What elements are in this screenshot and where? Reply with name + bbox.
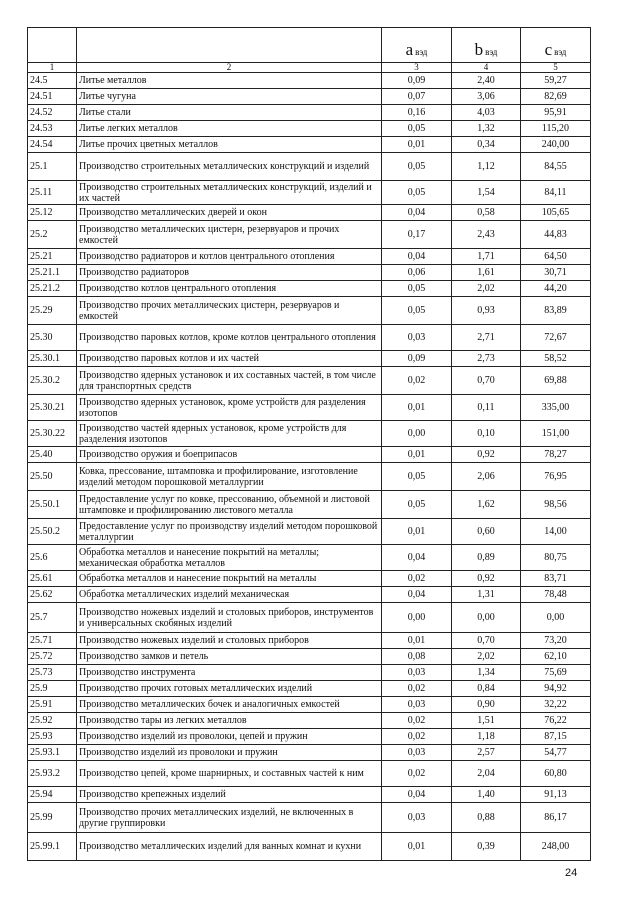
row-value-c-cell: 62,10 — [521, 649, 591, 665]
row-name-cell: Производство металлических цистерн, резервуаров и прочих емкостей — [77, 221, 382, 249]
table-row — [28, 447, 591, 463]
table-row — [28, 803, 591, 833]
row-value-a-cell: 0,01 — [382, 633, 452, 649]
row-code-cell: 24.54 — [28, 137, 77, 153]
row-value-b-cell: 2,71 — [452, 325, 521, 351]
row-name-cell: Производство крепежных изделий — [77, 787, 382, 803]
row-value-a-cell: 0,01 — [382, 519, 452, 545]
row-code-cell: 25.61 — [28, 571, 77, 587]
row-value-a-cell: 0,01 — [382, 833, 452, 861]
row-value-c-cell: 86,17 — [521, 803, 591, 833]
row-name-cell: Обработка металлов и нанесение покрытий на металлы; механическая обработка металлов — [77, 545, 382, 571]
row-name-cell: Производство изделий из проволоки, цепей и пружин — [77, 729, 382, 745]
row-value-c-cell: 248,00 — [521, 833, 591, 861]
row-value-b-cell: 1,12 — [452, 153, 521, 181]
row-name-cell: Производство строительных металлических конструкций, изделий и их частей — [77, 181, 382, 205]
row-code-cell: 25.50.2 — [28, 519, 77, 545]
row-name-cell: Производство ядерных установок, кроме устройств для разделения изотопов — [77, 395, 382, 421]
row-value-a-cell: 0,03 — [382, 803, 452, 833]
column-number: 2 — [77, 63, 382, 73]
row-code-cell: 25.99.1 — [28, 833, 77, 861]
row-value-c-cell: 14,00 — [521, 519, 591, 545]
row-value-c-cell: 58,52 — [521, 351, 591, 367]
row-value-a-cell: 0,06 — [382, 265, 452, 281]
row-value-b-cell: 0,11 — [452, 395, 521, 421]
row-name-cell: Обработка металлов и нанесение покрытий на металлы — [77, 571, 382, 587]
table-row — [28, 697, 591, 713]
row-value-b-cell: 2,73 — [452, 351, 521, 367]
row-value-c-cell: 87,15 — [521, 729, 591, 745]
table-row — [28, 649, 591, 665]
row-name-cell: Ковка, прессование, штамповка и профилирование, изготовление изделий методом порошковой металлургии — [77, 463, 382, 491]
row-value-c-cell: 82,69 — [521, 89, 591, 105]
row-code-cell: 25.30.1 — [28, 351, 77, 367]
row-value-c-cell: 240,00 — [521, 137, 591, 153]
row-value-b-cell: 2,06 — [452, 463, 521, 491]
row-value-c-cell: 76,22 — [521, 713, 591, 729]
row-value-a-cell: 0,03 — [382, 325, 452, 351]
coefficients-table — [27, 27, 591, 861]
row-code-cell: 24.51 — [28, 89, 77, 105]
row-name-cell: Производство цепей, кроме шарнирных, и составных частей к ним — [77, 761, 382, 787]
header-name-cell — [77, 28, 382, 63]
row-value-c-cell: 335,00 — [521, 395, 591, 421]
row-name-cell: Производство инструмента — [77, 665, 382, 681]
row-name-cell: Производство частей ядерных установок, кроме устройств для разделения изотопов — [77, 421, 382, 447]
table-row — [28, 519, 591, 545]
row-value-c-cell: 80,75 — [521, 545, 591, 571]
table-row — [28, 491, 591, 519]
row-value-b-cell: 3,06 — [452, 89, 521, 105]
row-value-c-cell: 84,11 — [521, 181, 591, 205]
row-value-a-cell: 0,00 — [382, 603, 452, 633]
row-value-b-cell: 0,00 — [452, 603, 521, 633]
row-name-cell: Производство металлических изделий для ванных комнат и кухни — [77, 833, 382, 861]
document-sheet — [27, 27, 591, 861]
row-value-a-cell: 0,05 — [382, 491, 452, 519]
row-value-b-cell: 1,31 — [452, 587, 521, 603]
row-value-b-cell: 1,51 — [452, 713, 521, 729]
table-header-row — [28, 28, 591, 63]
row-value-c-cell: 59,27 — [521, 73, 591, 89]
row-code-cell: 25.30.2 — [28, 367, 77, 395]
row-value-a-cell: 0,04 — [382, 205, 452, 221]
row-name-cell: Литье чугуна — [77, 89, 382, 105]
row-value-a-cell: 0,09 — [382, 351, 452, 367]
row-name-cell: Предоставление услуг по ковке, прессованию, объемной и листовой штамповке и профилированию листового металла — [77, 491, 382, 519]
row-value-b-cell: 2,40 — [452, 73, 521, 89]
row-value-b-cell: 1,71 — [452, 249, 521, 265]
row-value-a-cell: 0,02 — [382, 761, 452, 787]
row-code-cell: 25.99 — [28, 803, 77, 833]
table-row — [28, 729, 591, 745]
table-row — [28, 603, 591, 633]
row-value-a-cell: 0,05 — [382, 121, 452, 137]
row-value-b-cell: 0,92 — [452, 571, 521, 587]
row-value-c-cell: 151,00 — [521, 421, 591, 447]
table-row — [28, 395, 591, 421]
row-code-cell: 25.30.22 — [28, 421, 77, 447]
row-value-a-cell: 0,02 — [382, 681, 452, 697]
row-value-a-cell: 0,02 — [382, 571, 452, 587]
row-value-a-cell: 0,02 — [382, 367, 452, 395]
row-name-cell: Производство паровых котлов, кроме котлов центрального отопления — [77, 325, 382, 351]
row-value-b-cell: 1,34 — [452, 665, 521, 681]
column-number-row — [28, 63, 591, 73]
row-value-a-cell: 0,08 — [382, 649, 452, 665]
row-value-b-cell: 0,89 — [452, 545, 521, 571]
row-code-cell: 25.9 — [28, 681, 77, 697]
row-name-cell: Производство ядерных установок и их составных частей, в том числе для транспортных средств — [77, 367, 382, 395]
row-code-cell: 25.62 — [28, 587, 77, 603]
row-code-cell: 25.7 — [28, 603, 77, 633]
row-code-cell: 25.40 — [28, 447, 77, 463]
row-value-c-cell: 32,22 — [521, 697, 591, 713]
row-value-b-cell: 0,10 — [452, 421, 521, 447]
row-value-b-cell: 2,57 — [452, 745, 521, 761]
row-value-a-cell: 0,03 — [382, 665, 452, 681]
row-value-a-cell: 0,00 — [382, 421, 452, 447]
row-value-c-cell: 78,27 — [521, 447, 591, 463]
row-value-a-cell: 0,04 — [382, 787, 452, 803]
row-name-cell: Производство радиаторов и котлов центрального отопления — [77, 249, 382, 265]
row-value-c-cell: 69,88 — [521, 367, 591, 395]
row-value-c-cell: 83,71 — [521, 571, 591, 587]
row-value-a-cell: 0,05 — [382, 181, 452, 205]
row-code-cell: 25.73 — [28, 665, 77, 681]
row-value-b-cell: 1,40 — [452, 787, 521, 803]
row-value-b-cell: 1,54 — [452, 181, 521, 205]
row-name-cell: Производство прочих готовых металлических изделий — [77, 681, 382, 697]
column-number: 3 — [382, 63, 452, 73]
column-number: 5 — [521, 63, 591, 73]
row-value-b-cell: 0,93 — [452, 297, 521, 325]
row-name-cell: Производство тары из легких металлов — [77, 713, 382, 729]
row-name-cell: Производство строительных металлических конструкций и изделий — [77, 153, 382, 181]
table-row — [28, 205, 591, 221]
table-row — [28, 571, 591, 587]
table-row — [28, 787, 591, 803]
row-value-c-cell: 115,20 — [521, 121, 591, 137]
row-value-a-cell: 0,16 — [382, 105, 452, 121]
table-row — [28, 833, 591, 861]
table-row — [28, 249, 591, 265]
row-value-a-cell: 0,05 — [382, 153, 452, 181]
row-name-cell: Производство ножевых изделий и столовых приборов — [77, 633, 382, 649]
row-value-b-cell: 2,04 — [452, 761, 521, 787]
row-value-c-cell: 83,89 — [521, 297, 591, 325]
row-code-cell: 25.29 — [28, 297, 77, 325]
row-value-c-cell: 0,00 — [521, 603, 591, 633]
row-code-cell: 25.21.2 — [28, 281, 77, 297]
table-row — [28, 181, 591, 205]
table-row — [28, 587, 591, 603]
row-value-b-cell: 1,62 — [452, 491, 521, 519]
row-value-c-cell: 64,50 — [521, 249, 591, 265]
table-row — [28, 463, 591, 491]
row-code-cell: 25.93.2 — [28, 761, 77, 787]
row-code-cell: 25.12 — [28, 205, 77, 221]
row-value-a-cell: 0,05 — [382, 463, 452, 491]
row-value-c-cell: 91,13 — [521, 787, 591, 803]
table-row — [28, 421, 591, 447]
row-value-c-cell: 78,48 — [521, 587, 591, 603]
table-row — [28, 73, 591, 89]
row-value-b-cell: 0,70 — [452, 367, 521, 395]
table-row — [28, 681, 591, 697]
row-code-cell: 25.30.21 — [28, 395, 77, 421]
row-value-a-cell: 0,04 — [382, 545, 452, 571]
row-value-c-cell: 72,67 — [521, 325, 591, 351]
row-value-b-cell: 4,03 — [452, 105, 521, 121]
table-row — [28, 137, 591, 153]
row-value-c-cell: 76,95 — [521, 463, 591, 491]
row-name-cell: Предоставление услуг по производству изделий методом порошковой металлургии — [77, 519, 382, 545]
table-row — [28, 105, 591, 121]
row-value-a-cell: 0,01 — [382, 447, 452, 463]
table-row — [28, 281, 591, 297]
row-name-cell: Производство металлических дверей и окон — [77, 205, 382, 221]
row-value-b-cell: 0,88 — [452, 803, 521, 833]
table-row — [28, 633, 591, 649]
row-value-c-cell: 44,20 — [521, 281, 591, 297]
row-value-c-cell: 44,83 — [521, 221, 591, 249]
table-row — [28, 89, 591, 105]
row-value-b-cell: 0,60 — [452, 519, 521, 545]
row-value-a-cell: 0,03 — [382, 745, 452, 761]
row-value-b-cell: 1,18 — [452, 729, 521, 745]
row-name-cell: Производство оружия и боеприпасов — [77, 447, 382, 463]
row-code-cell: 25.30 — [28, 325, 77, 351]
row-value-c-cell: 60,80 — [521, 761, 591, 787]
row-name-cell: Производство радиаторов — [77, 265, 382, 281]
row-value-c-cell: 73,20 — [521, 633, 591, 649]
header-col-a: a вэд — [382, 28, 452, 63]
row-value-b-cell: 1,61 — [452, 265, 521, 281]
row-value-a-cell: 0,17 — [382, 221, 452, 249]
row-value-c-cell: 98,56 — [521, 491, 591, 519]
table-row — [28, 153, 591, 181]
row-value-c-cell: 54,77 — [521, 745, 591, 761]
row-value-b-cell: 2,02 — [452, 649, 521, 665]
table-row — [28, 761, 591, 787]
row-name-cell: Литье легких металлов — [77, 121, 382, 137]
column-number: 4 — [452, 63, 521, 73]
row-code-cell: 25.92 — [28, 713, 77, 729]
row-code-cell: 25.21.1 — [28, 265, 77, 281]
row-value-b-cell: 0,84 — [452, 681, 521, 697]
row-name-cell: Производство металлических бочек и аналогичных емкостей — [77, 697, 382, 713]
header-col-c: c вэд — [521, 28, 591, 63]
row-name-cell: Производство ножевых изделий и столовых приборов, инструментов и универсальных скобяных изделий — [77, 603, 382, 633]
row-code-cell: 24.5 — [28, 73, 77, 89]
row-value-b-cell: 0,92 — [452, 447, 521, 463]
row-value-c-cell: 95,91 — [521, 105, 591, 121]
row-value-a-cell: 0,03 — [382, 697, 452, 713]
table-row — [28, 297, 591, 325]
row-code-cell: 25.21 — [28, 249, 77, 265]
table-row — [28, 265, 591, 281]
row-value-a-cell: 0,09 — [382, 73, 452, 89]
row-code-cell: 24.53 — [28, 121, 77, 137]
column-number: 1 — [28, 63, 77, 73]
table-row — [28, 545, 591, 571]
row-value-b-cell: 0,39 — [452, 833, 521, 861]
row-code-cell: 25.50.1 — [28, 491, 77, 519]
row-code-cell: 25.6 — [28, 545, 77, 571]
row-value-b-cell: 0,34 — [452, 137, 521, 153]
row-value-a-cell: 0,04 — [382, 587, 452, 603]
row-code-cell: 25.50 — [28, 463, 77, 491]
row-value-a-cell: 0,01 — [382, 137, 452, 153]
row-code-cell: 25.72 — [28, 649, 77, 665]
row-value-b-cell: 0,70 — [452, 633, 521, 649]
table-row — [28, 367, 591, 395]
row-value-c-cell: 105,65 — [521, 205, 591, 221]
table-row — [28, 351, 591, 367]
row-code-cell: 24.52 — [28, 105, 77, 121]
row-name-cell: Литье металлов — [77, 73, 382, 89]
row-value-a-cell: 0,05 — [382, 281, 452, 297]
row-value-a-cell: 0,01 — [382, 395, 452, 421]
row-value-c-cell: 94,92 — [521, 681, 591, 697]
row-value-b-cell: 0,90 — [452, 697, 521, 713]
row-value-a-cell: 0,04 — [382, 249, 452, 265]
row-code-cell: 25.93.1 — [28, 745, 77, 761]
table-row — [28, 325, 591, 351]
row-name-cell: Производство паровых котлов и их частей — [77, 351, 382, 367]
row-value-c-cell: 75,69 — [521, 665, 591, 681]
row-name-cell: Производство изделий из проволоки и пружин — [77, 745, 382, 761]
table-row — [28, 121, 591, 137]
row-name-cell: Производство прочих металлических изделий, не включенных в другие группировки — [77, 803, 382, 833]
row-value-a-cell: 0,05 — [382, 297, 452, 325]
table-row — [28, 665, 591, 681]
row-value-b-cell: 1,32 — [452, 121, 521, 137]
row-value-a-cell: 0,02 — [382, 729, 452, 745]
row-code-cell: 25.11 — [28, 181, 77, 205]
row-value-c-cell: 84,55 — [521, 153, 591, 181]
row-name-cell: Обработка металлических изделий механическая — [77, 587, 382, 603]
table-row — [28, 221, 591, 249]
row-name-cell: Производство котлов центрального отопления — [77, 281, 382, 297]
row-name-cell: Литье стали — [77, 105, 382, 121]
row-code-cell: 25.93 — [28, 729, 77, 745]
row-value-c-cell: 30,71 — [521, 265, 591, 281]
page-number: 24 — [565, 867, 578, 879]
row-name-cell: Производство замков и петель — [77, 649, 382, 665]
row-value-b-cell: 2,02 — [452, 281, 521, 297]
row-name-cell: Производство прочих металлических цистерн, резервуаров и емкостей — [77, 297, 382, 325]
row-code-cell: 25.94 — [28, 787, 77, 803]
header-code-cell — [28, 28, 77, 63]
row-value-b-cell: 2,43 — [452, 221, 521, 249]
table-row — [28, 745, 591, 761]
row-code-cell: 25.71 — [28, 633, 77, 649]
row-value-a-cell: 0,07 — [382, 89, 452, 105]
table-row — [28, 713, 591, 729]
row-value-b-cell: 0,58 — [452, 205, 521, 221]
row-code-cell: 25.91 — [28, 697, 77, 713]
row-code-cell: 25.2 — [28, 221, 77, 249]
row-value-a-cell: 0,02 — [382, 713, 452, 729]
row-name-cell: Литье прочих цветных металлов — [77, 137, 382, 153]
header-col-b: b вэд — [452, 28, 521, 63]
row-code-cell: 25.1 — [28, 153, 77, 181]
